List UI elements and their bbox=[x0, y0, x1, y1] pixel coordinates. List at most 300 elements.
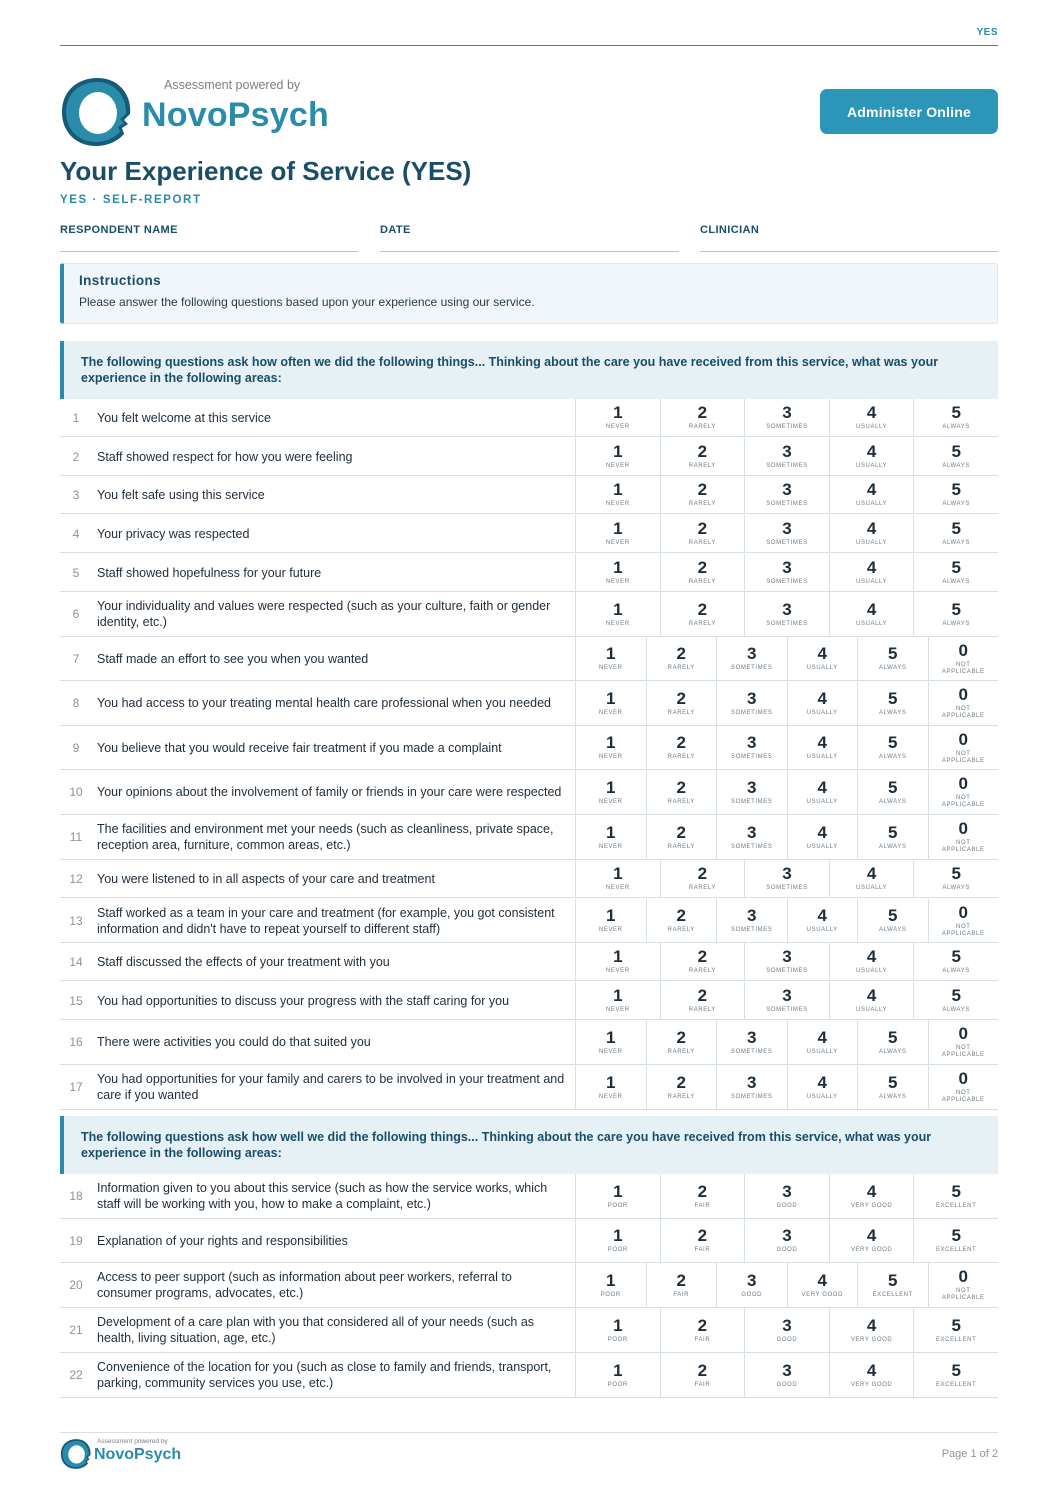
response-option[interactable] bbox=[744, 860, 829, 897]
response-option[interactable] bbox=[646, 637, 717, 680]
option-label: SOMETIMES bbox=[766, 463, 808, 469]
option-value: 1 bbox=[613, 1360, 623, 1380]
response-option[interactable] bbox=[575, 899, 646, 942]
response-option[interactable] bbox=[744, 982, 829, 1019]
option-label: RARELY bbox=[667, 843, 695, 850]
option-label: SOMETIMES bbox=[731, 754, 773, 760]
response-option[interactable] bbox=[575, 681, 646, 725]
response-option[interactable] bbox=[829, 476, 914, 513]
option-label: USUALLY bbox=[806, 798, 838, 805]
response-options bbox=[575, 726, 998, 769]
response-option[interactable] bbox=[787, 1263, 858, 1307]
option-label: RARELY bbox=[688, 501, 716, 507]
option-label: RARELY bbox=[667, 709, 695, 716]
response-option[interactable] bbox=[660, 1308, 745, 1352]
response-options bbox=[575, 1353, 998, 1397]
response-option[interactable] bbox=[575, 476, 660, 513]
response-option[interactable] bbox=[646, 726, 717, 769]
option-label: RARELY bbox=[688, 463, 716, 469]
option-label: USUALLY bbox=[806, 843, 838, 850]
response-option[interactable] bbox=[660, 592, 745, 636]
response-option[interactable] bbox=[829, 554, 914, 591]
question-row bbox=[60, 770, 998, 815]
question-text: Staff worked as a team in your care and treatment (for example, you got consistent information and didn't have to repeat yourself to different staff) bbox=[97, 905, 555, 936]
response-option[interactable] bbox=[857, 815, 928, 859]
response-option[interactable] bbox=[857, 1263, 928, 1307]
question-row bbox=[60, 1263, 998, 1308]
response-option[interactable] bbox=[744, 399, 829, 436]
response-option[interactable] bbox=[744, 1174, 829, 1218]
option-label: SOMETIMES bbox=[731, 927, 773, 933]
question-text: You believe that you would receive fair treatment if you made a complaint bbox=[97, 740, 502, 755]
option-value: 2 bbox=[697, 442, 708, 461]
option-label: USUALLY bbox=[856, 1007, 888, 1013]
option-value: 3 bbox=[747, 688, 757, 708]
response-option[interactable] bbox=[913, 515, 998, 552]
question-number: 13 bbox=[69, 913, 83, 928]
response-option[interactable] bbox=[829, 1353, 914, 1397]
option-label: RARELY bbox=[688, 620, 716, 627]
question-row bbox=[60, 726, 998, 770]
response-option[interactable] bbox=[575, 1353, 660, 1397]
response-option[interactable] bbox=[575, 982, 660, 1019]
option-label: VERY GOOD bbox=[850, 1247, 893, 1253]
response-option[interactable] bbox=[575, 515, 660, 552]
option-label: SOMETIMES bbox=[731, 709, 773, 716]
option-value: 4 bbox=[817, 733, 827, 752]
response-option[interactable] bbox=[646, 1065, 717, 1109]
response-option[interactable] bbox=[857, 726, 928, 769]
date-field[interactable] bbox=[380, 220, 679, 252]
response-option[interactable] bbox=[575, 1219, 660, 1262]
option-value: 1 bbox=[613, 986, 623, 1005]
option-value: 2 bbox=[697, 947, 708, 966]
response-option[interactable] bbox=[575, 554, 660, 591]
option-label: NEVER bbox=[605, 885, 630, 891]
response-options bbox=[575, 1219, 998, 1262]
response-option[interactable] bbox=[744, 1219, 829, 1262]
option-label: NOT APPLICABLE bbox=[941, 795, 985, 808]
response-option[interactable] bbox=[787, 1065, 858, 1109]
option-label: FAIR bbox=[694, 1202, 711, 1209]
question-number: 8 bbox=[72, 696, 80, 710]
response-option[interactable] bbox=[857, 681, 928, 725]
response-option[interactable] bbox=[787, 726, 858, 769]
response-option[interactable] bbox=[744, 943, 829, 980]
question-text: You had opportunities to discuss your progress with the staff caring for you bbox=[97, 993, 510, 1008]
option-value: 3 bbox=[747, 1270, 757, 1290]
response-option[interactable] bbox=[829, 515, 914, 552]
option-label: GOOD bbox=[776, 1202, 798, 1209]
response-option[interactable] bbox=[744, 438, 829, 475]
response-option[interactable] bbox=[928, 770, 999, 814]
option-label: NOT APPLICABLE bbox=[941, 923, 985, 937]
option-label: EXCELLENT bbox=[872, 1291, 913, 1298]
question-row bbox=[60, 438, 998, 476]
response-option[interactable] bbox=[744, 515, 829, 552]
response-option[interactable] bbox=[646, 770, 717, 814]
response-option[interactable] bbox=[744, 1308, 829, 1352]
option-label: RARELY bbox=[667, 798, 695, 805]
option-label: NEVER bbox=[598, 1048, 623, 1055]
option-label: USUALLY bbox=[856, 463, 888, 469]
question-text: Your individuality and values were respected (such as your culture, faith or gender identity, etc.) bbox=[97, 599, 551, 629]
option-value: 3 bbox=[782, 1226, 792, 1245]
response-option[interactable] bbox=[913, 592, 998, 636]
question-number: 18 bbox=[69, 1189, 83, 1203]
option-value: 3 bbox=[782, 442, 792, 461]
option-value: 5 bbox=[951, 480, 961, 499]
option-value: 0 bbox=[958, 640, 968, 660]
question-row bbox=[60, 554, 998, 592]
response-option[interactable] bbox=[744, 476, 829, 513]
option-value: 3 bbox=[747, 644, 757, 663]
option-label: NEVER bbox=[605, 424, 630, 430]
response-option[interactable] bbox=[928, 681, 999, 725]
option-value: 5 bbox=[951, 1315, 961, 1335]
question-text: Explanation of your rights and responsibilities bbox=[97, 1233, 348, 1248]
option-label: SOMETIMES bbox=[766, 540, 808, 546]
option-value: 5 bbox=[951, 442, 961, 461]
question-row bbox=[60, 1219, 998, 1263]
response-option[interactable] bbox=[913, 554, 998, 591]
footer-logo bbox=[60, 1437, 190, 1471]
response-options bbox=[575, 681, 998, 725]
response-option[interactable] bbox=[660, 554, 745, 591]
response-option[interactable] bbox=[913, 438, 998, 475]
option-label: VERY GOOD bbox=[801, 1291, 844, 1298]
option-value: 1 bbox=[613, 519, 623, 538]
option-value: 0 bbox=[958, 1024, 968, 1043]
response-option[interactable] bbox=[716, 726, 787, 769]
response-options bbox=[575, 554, 998, 591]
question-text: Development of a care plan with you that considered all of your needs (such as health, living situation, age, etc.) bbox=[97, 1315, 535, 1345]
option-value: 4 bbox=[866, 864, 877, 883]
response-option[interactable] bbox=[829, 1174, 914, 1218]
response-option[interactable] bbox=[913, 1174, 998, 1218]
option-value: 1 bbox=[613, 1315, 623, 1335]
option-value: 0 bbox=[958, 774, 968, 793]
response-option[interactable] bbox=[913, 1353, 998, 1397]
response-options bbox=[575, 770, 998, 814]
response-option[interactable] bbox=[660, 943, 745, 980]
instructions-text: Please answer the following questions based upon your experience using our service. bbox=[79, 295, 535, 309]
option-value: 3 bbox=[782, 1360, 792, 1380]
option-label: FAIR bbox=[694, 1336, 711, 1343]
response-options bbox=[575, 943, 998, 980]
response-option[interactable] bbox=[660, 399, 745, 436]
option-label: ALWAYS bbox=[942, 1007, 970, 1013]
response-option[interactable] bbox=[829, 1308, 914, 1352]
question-row bbox=[60, 982, 998, 1020]
option-value: 2 bbox=[697, 1360, 708, 1380]
response-option[interactable] bbox=[660, 1353, 745, 1397]
response-option[interactable] bbox=[829, 1219, 914, 1262]
response-option[interactable] bbox=[829, 592, 914, 636]
question-text: You had access to your treating mental health care professional when you needed bbox=[97, 696, 552, 710]
option-label: FAIR bbox=[694, 1247, 711, 1253]
response-option[interactable] bbox=[575, 726, 646, 769]
option-value: 3 bbox=[782, 519, 792, 538]
response-option[interactable] bbox=[928, 1065, 999, 1109]
option-label: SOMETIMES bbox=[766, 968, 808, 974]
option-label: NOT APPLICABLE bbox=[941, 1045, 985, 1058]
option-value: 2 bbox=[697, 519, 708, 538]
option-label: NEVER bbox=[605, 1007, 630, 1013]
response-options bbox=[575, 1308, 998, 1352]
option-label: SOMETIMES bbox=[766, 620, 808, 627]
response-option[interactable] bbox=[575, 438, 660, 475]
response-option[interactable] bbox=[660, 476, 745, 513]
response-option[interactable] bbox=[646, 899, 717, 942]
question-text: Staff made an effort to see you when you wanted bbox=[97, 651, 369, 666]
option-value: 1 bbox=[606, 822, 616, 842]
response-option[interactable] bbox=[829, 399, 914, 436]
response-options bbox=[575, 815, 998, 859]
response-option[interactable] bbox=[928, 1020, 999, 1064]
clinician-field[interactable] bbox=[700, 220, 998, 252]
response-option[interactable] bbox=[575, 399, 660, 436]
question-number: 17 bbox=[69, 1080, 83, 1094]
option-label: ALWAYS bbox=[879, 798, 907, 805]
option-value: 4 bbox=[817, 906, 827, 925]
response-option[interactable] bbox=[660, 860, 745, 897]
option-value: 1 bbox=[606, 1270, 616, 1290]
option-value: 0 bbox=[958, 1069, 968, 1088]
question-number: 14 bbox=[69, 954, 83, 969]
option-value: 5 bbox=[951, 947, 961, 966]
response-option[interactable] bbox=[744, 554, 829, 591]
question-text: Access to peer support (such as information about peer workers, referral to consumer programs, advocates, etc.) bbox=[97, 1270, 512, 1300]
option-value: 1 bbox=[613, 403, 623, 422]
option-label: NEVER bbox=[605, 501, 630, 507]
question-number: 3 bbox=[72, 487, 80, 502]
response-option[interactable] bbox=[787, 637, 858, 680]
option-label: SOMETIMES bbox=[766, 501, 808, 507]
response-option[interactable] bbox=[575, 1065, 646, 1109]
response-option[interactable] bbox=[787, 899, 858, 942]
option-value: 5 bbox=[888, 777, 898, 797]
response-option[interactable] bbox=[716, 1020, 787, 1064]
option-value: 5 bbox=[888, 822, 898, 842]
option-label: ALWAYS bbox=[942, 968, 970, 974]
response-option[interactable] bbox=[575, 1020, 646, 1064]
response-option[interactable] bbox=[787, 681, 858, 725]
option-value: 2 bbox=[697, 864, 708, 883]
response-option[interactable] bbox=[829, 943, 914, 980]
option-value: 5 bbox=[951, 558, 961, 577]
option-label: ALWAYS bbox=[879, 665, 907, 671]
page-title: Your Experience of Service (YES) bbox=[60, 156, 472, 186]
option-value: 1 bbox=[606, 733, 616, 752]
option-value: 2 bbox=[697, 1226, 708, 1245]
response-option[interactable] bbox=[575, 770, 646, 814]
field-label: CLINICIAN bbox=[700, 224, 760, 236]
question-number: 21 bbox=[69, 1323, 83, 1337]
option-label: RARELY bbox=[688, 540, 716, 546]
response-option[interactable] bbox=[744, 1353, 829, 1397]
option-value: 5 bbox=[888, 733, 898, 752]
option-label: USUALLY bbox=[806, 1093, 838, 1100]
response-option[interactable] bbox=[787, 815, 858, 859]
response-option[interactable] bbox=[575, 1308, 660, 1352]
response-option[interactable] bbox=[857, 770, 928, 814]
option-label: NEVER bbox=[605, 579, 630, 585]
response-option[interactable] bbox=[913, 860, 998, 897]
response-option[interactable] bbox=[660, 982, 745, 1019]
option-value: 4 bbox=[817, 688, 827, 708]
response-option[interactable] bbox=[575, 943, 660, 980]
response-option[interactable] bbox=[575, 592, 660, 636]
question-number: 9 bbox=[72, 740, 80, 755]
response-option[interactable] bbox=[913, 982, 998, 1019]
question-row bbox=[60, 476, 998, 514]
response-option[interactable] bbox=[575, 1263, 646, 1307]
option-value: 2 bbox=[697, 1181, 708, 1201]
response-option[interactable] bbox=[716, 1263, 787, 1307]
option-label: ALWAYS bbox=[942, 579, 970, 585]
option-value: 1 bbox=[606, 1072, 616, 1092]
option-value: 1 bbox=[613, 480, 623, 499]
response-option[interactable] bbox=[829, 438, 914, 475]
response-option[interactable] bbox=[646, 815, 717, 859]
response-option[interactable] bbox=[857, 1020, 928, 1064]
response-option[interactable] bbox=[575, 1174, 660, 1218]
option-value: 2 bbox=[697, 599, 708, 619]
question-row bbox=[60, 815, 998, 860]
response-option[interactable] bbox=[660, 1174, 745, 1218]
option-value: 4 bbox=[866, 558, 877, 577]
response-option[interactable] bbox=[575, 637, 646, 680]
response-option[interactable] bbox=[928, 1263, 999, 1307]
header-code: YES bbox=[976, 27, 998, 38]
option-label: NEVER bbox=[598, 665, 623, 671]
option-value: 1 bbox=[613, 558, 623, 577]
option-label: FAIR bbox=[673, 1291, 690, 1298]
option-value: 4 bbox=[866, 1360, 877, 1380]
option-value: 2 bbox=[676, 777, 686, 797]
option-label: USUALLY bbox=[856, 620, 888, 627]
option-label: SOMETIMES bbox=[766, 1007, 808, 1013]
option-value: 4 bbox=[817, 822, 827, 842]
option-value: 5 bbox=[951, 1360, 961, 1380]
question-text: There were activities you could do that suited you bbox=[97, 1035, 371, 1049]
question-text: Convenience of the location for you (such as close to family and friends, transport, parking, community services you use, etc.) bbox=[97, 1360, 552, 1390]
response-option[interactable] bbox=[646, 681, 717, 725]
option-label: ALWAYS bbox=[879, 927, 907, 933]
response-option[interactable] bbox=[646, 1263, 717, 1307]
response-option[interactable] bbox=[857, 1065, 928, 1109]
response-option[interactable] bbox=[857, 637, 928, 680]
footer-logo-name: NovoPsych bbox=[94, 1446, 182, 1463]
option-label: RARELY bbox=[667, 1093, 695, 1100]
response-option[interactable] bbox=[716, 681, 787, 725]
response-option[interactable] bbox=[928, 637, 999, 680]
option-value: 5 bbox=[951, 403, 961, 422]
response-option[interactable] bbox=[829, 860, 914, 897]
option-label: EXCELLENT bbox=[935, 1202, 977, 1209]
response-option[interactable] bbox=[787, 1020, 858, 1064]
response-option[interactable] bbox=[716, 899, 787, 942]
question-row bbox=[60, 515, 998, 553]
question-text: The facilities and environment met your needs (such as cleanliness, private space, reception area, furniture, common areas, etc.) bbox=[97, 822, 554, 852]
section-heading: The following questions ask how often we did the following things... Thinking about the care you have received from this service, what was your experience in the following areas: bbox=[60, 341, 998, 399]
response-option[interactable] bbox=[913, 476, 998, 513]
option-value: 0 bbox=[958, 685, 968, 704]
response-option[interactable] bbox=[716, 1065, 787, 1109]
response-option[interactable] bbox=[913, 943, 998, 980]
option-value: 5 bbox=[888, 688, 898, 708]
respondent-name-field[interactable] bbox=[60, 220, 358, 252]
option-value: 4 bbox=[866, 403, 877, 422]
footer-divider bbox=[60, 1432, 998, 1433]
option-label: USUALLY bbox=[806, 754, 838, 760]
response-option[interactable] bbox=[716, 770, 787, 814]
option-label: EXCELLENT bbox=[935, 1381, 977, 1388]
response-option[interactable] bbox=[575, 815, 646, 859]
response-option[interactable] bbox=[660, 515, 745, 552]
response-option[interactable] bbox=[660, 438, 745, 475]
option-label: NEVER bbox=[605, 463, 630, 469]
response-option[interactable] bbox=[716, 815, 787, 859]
option-label: ALWAYS bbox=[942, 424, 970, 430]
response-option[interactable] bbox=[913, 1308, 998, 1352]
option-value: 4 bbox=[866, 1181, 877, 1201]
response-option[interactable] bbox=[928, 899, 999, 942]
option-value: 2 bbox=[676, 1270, 686, 1290]
administer-online-button[interactable]: Administer Online bbox=[820, 89, 998, 134]
option-label: NEVER bbox=[598, 927, 623, 933]
response-option[interactable] bbox=[646, 1020, 717, 1064]
option-label: USUALLY bbox=[856, 424, 888, 430]
option-value: 5 bbox=[888, 644, 898, 663]
response-option[interactable] bbox=[787, 770, 858, 814]
option-label: USUALLY bbox=[856, 579, 888, 585]
logo-name: NovoPsych bbox=[142, 96, 329, 134]
response-option[interactable] bbox=[660, 1219, 745, 1262]
response-option[interactable] bbox=[829, 982, 914, 1019]
question-number: 10 bbox=[69, 785, 83, 799]
option-label: RARELY bbox=[688, 968, 716, 974]
response-option[interactable] bbox=[857, 899, 928, 942]
response-option[interactable] bbox=[928, 726, 999, 769]
option-value: 4 bbox=[866, 480, 877, 499]
option-value: 5 bbox=[951, 1181, 961, 1201]
response-option[interactable] bbox=[716, 637, 787, 680]
question-row bbox=[60, 399, 998, 437]
option-value: 1 bbox=[613, 864, 623, 883]
question-row bbox=[60, 681, 998, 726]
question-number: 20 bbox=[69, 1278, 83, 1292]
option-label: ALWAYS bbox=[879, 754, 907, 760]
question-text: Information given to you about this service (such as how the service works, which staff will be working with you, how to make a complaint, etc.) bbox=[97, 1181, 548, 1211]
option-label: VERY GOOD bbox=[850, 1381, 893, 1388]
option-value: 3 bbox=[747, 777, 757, 797]
response-option[interactable] bbox=[913, 399, 998, 436]
response-option[interactable] bbox=[744, 592, 829, 636]
response-options bbox=[575, 1020, 998, 1064]
option-label: RARELY bbox=[688, 424, 716, 430]
option-value: 0 bbox=[958, 902, 968, 922]
option-label: ALWAYS bbox=[942, 885, 970, 891]
response-option[interactable] bbox=[575, 860, 660, 897]
option-label: NEVER bbox=[605, 620, 630, 627]
novopsych-head-icon bbox=[60, 74, 138, 150]
question-text: Your privacy was respected bbox=[97, 526, 250, 541]
response-option[interactable] bbox=[913, 1219, 998, 1262]
question-number: 19 bbox=[69, 1233, 83, 1248]
response-option[interactable] bbox=[928, 815, 999, 859]
